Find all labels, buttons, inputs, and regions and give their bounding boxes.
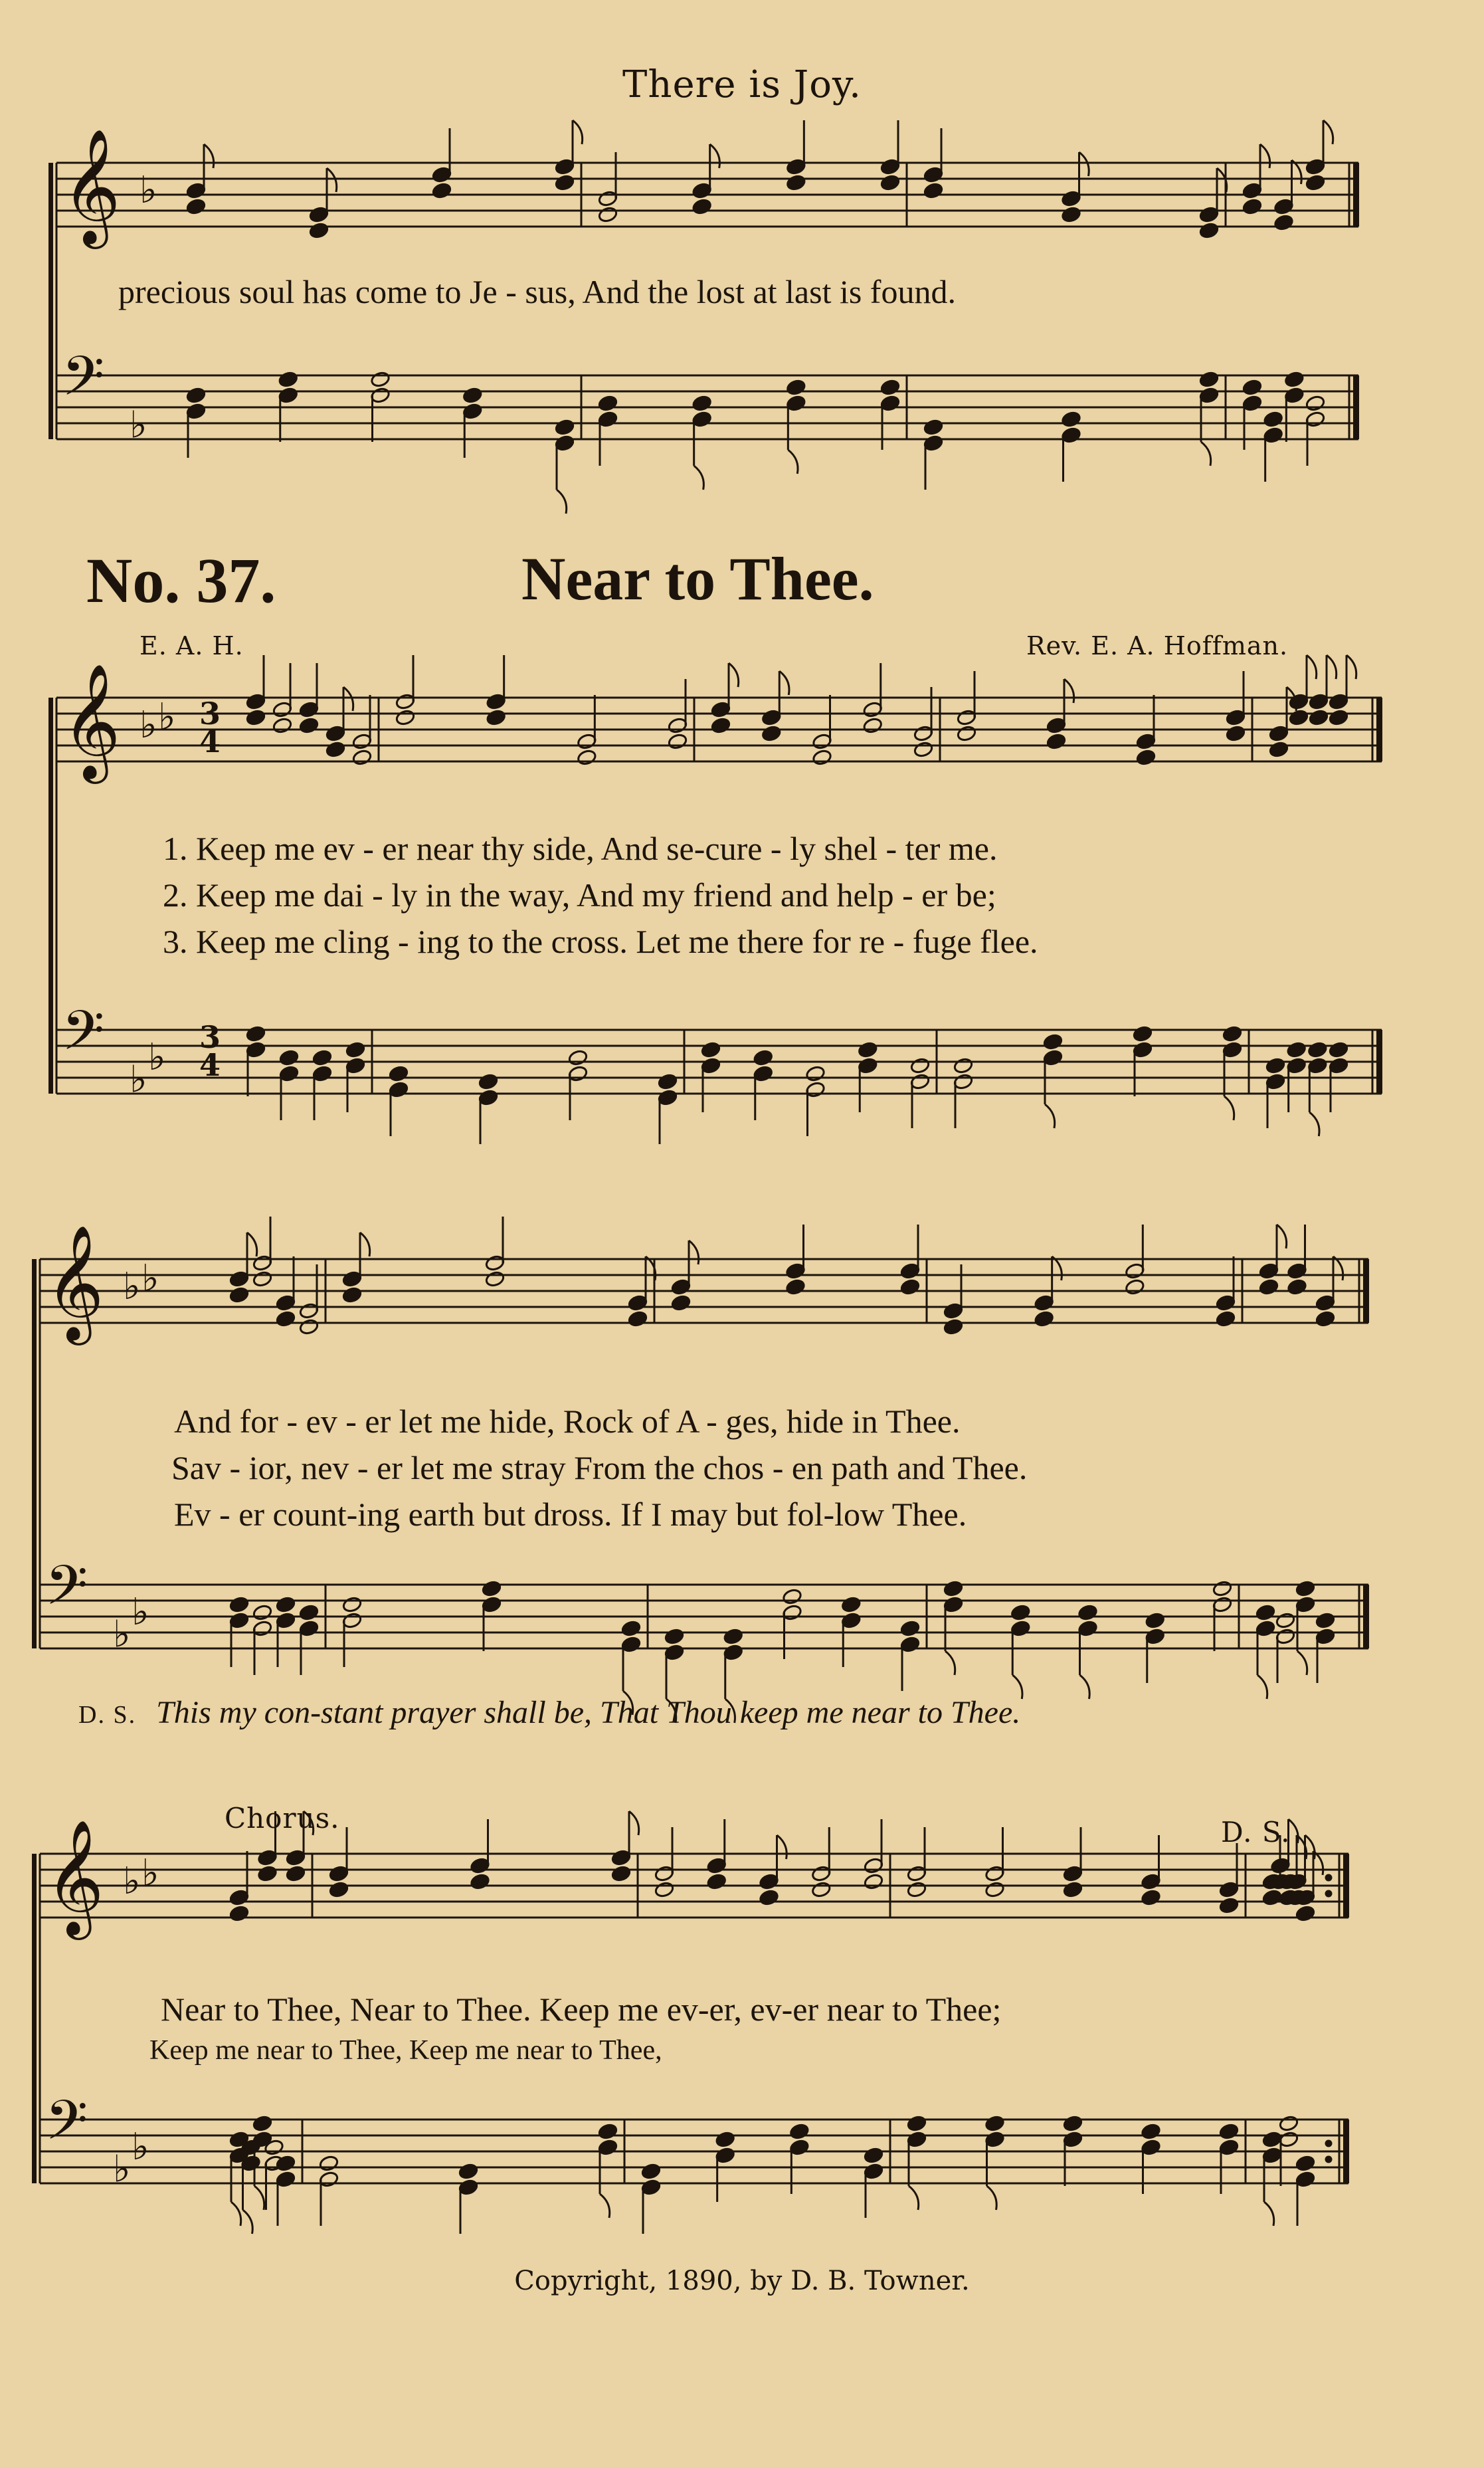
svg-text:♭: ♭	[130, 1058, 147, 1102]
svg-text:♭: ♭	[130, 403, 147, 447]
hymn-composer: Rev. E. A. Hoffman.	[1026, 631, 1289, 660]
svg-text:𝄞: 𝄞	[45, 1225, 104, 1341]
previous-hymn-lyric: precious soul has come to Je - sus, And the lost at last is found.	[118, 273, 956, 310]
svg-text:♭: ♭	[132, 1591, 149, 1634]
svg-text:♭: ♭	[123, 1265, 141, 1308]
svg-text:♭: ♭	[123, 1860, 141, 1903]
chorus-label: Chorus.	[225, 1802, 340, 1834]
verse-2-line-2: Sav - ior, nev - er let me stray From the chos - en path and Thee.	[171, 1449, 1028, 1486]
chorus-dal-segno: D. S.	[1221, 1816, 1291, 1848]
svg-text:𝄢: 𝄢	[45, 2088, 88, 2166]
svg-text:♭: ♭	[158, 696, 176, 739]
svg-text:♭: ♭	[113, 1613, 131, 1656]
svg-text:𝄞: 𝄞	[62, 663, 121, 779]
hymn-title: Near to Thee.	[521, 545, 874, 613]
svg-text:𝄞: 𝄞	[45, 1819, 104, 1935]
verse-2-line-1: 2. Keep me dai - ly in the way, And my friend and help - er be;	[163, 876, 996, 914]
chorus-lyric: Near to Thee, Near to Thee. Keep me ev-er, ev-er near to Thee;	[161, 1991, 1002, 2028]
svg-text:𝄢: 𝄢	[62, 344, 105, 422]
svg-text:♭: ♭	[148, 1036, 166, 1079]
verse-3-line-1: 3. Keep me cling - ing to the cross. Let me there for re - fuge flee.	[163, 923, 1038, 960]
svg-text:♭: ♭	[141, 1257, 159, 1300]
dal-segno-text: This my con-stant prayer shall be, That Thou keep me near to Thee.	[156, 1695, 1021, 1730]
verse-1-line-2: And for - ev - er let me hide, Rock of A - ges, hide in Thee.	[174, 1403, 961, 1440]
previous-hymn-title: There is Joy.	[622, 63, 862, 106]
svg-text:♭: ♭	[139, 704, 157, 747]
verse-3-line-2: Ev - er count-ing earth but dross. If I may but fol-low Thee.	[174, 1496, 967, 1533]
svg-text:𝄢: 𝄢	[45, 1553, 88, 1631]
svg-text:𝄢: 𝄢	[62, 998, 105, 1076]
svg-text:♭: ♭	[132, 2125, 149, 2169]
copyright: Copyright, 1890, by D. B. Towner.	[514, 2266, 970, 2296]
hymn-number: No. 37.	[86, 545, 276, 616]
svg-text:♭: ♭	[141, 1852, 159, 1895]
dal-segno-line	[78, 1694, 1020, 1731]
verse-1-line-1: 1. Keep me ev - er near thy side, And se-cure - ly shel - ter me.	[163, 830, 998, 867]
hymn-author: E. A. H.	[139, 631, 244, 660]
svg-text:𝄞: 𝄞	[62, 128, 121, 245]
chorus-alternate-lyric: Keep me near to Thee, Keep me near to Thee,	[149, 2035, 662, 2066]
svg-text:♭: ♭	[139, 169, 157, 212]
svg-text:♭: ♭	[113, 2147, 131, 2191]
time-signature-treble: 3 4	[199, 696, 221, 759]
time-signature-bass: 3 4	[199, 1019, 221, 1083]
dal-segno-label: D. S.	[78, 1701, 137, 1729]
